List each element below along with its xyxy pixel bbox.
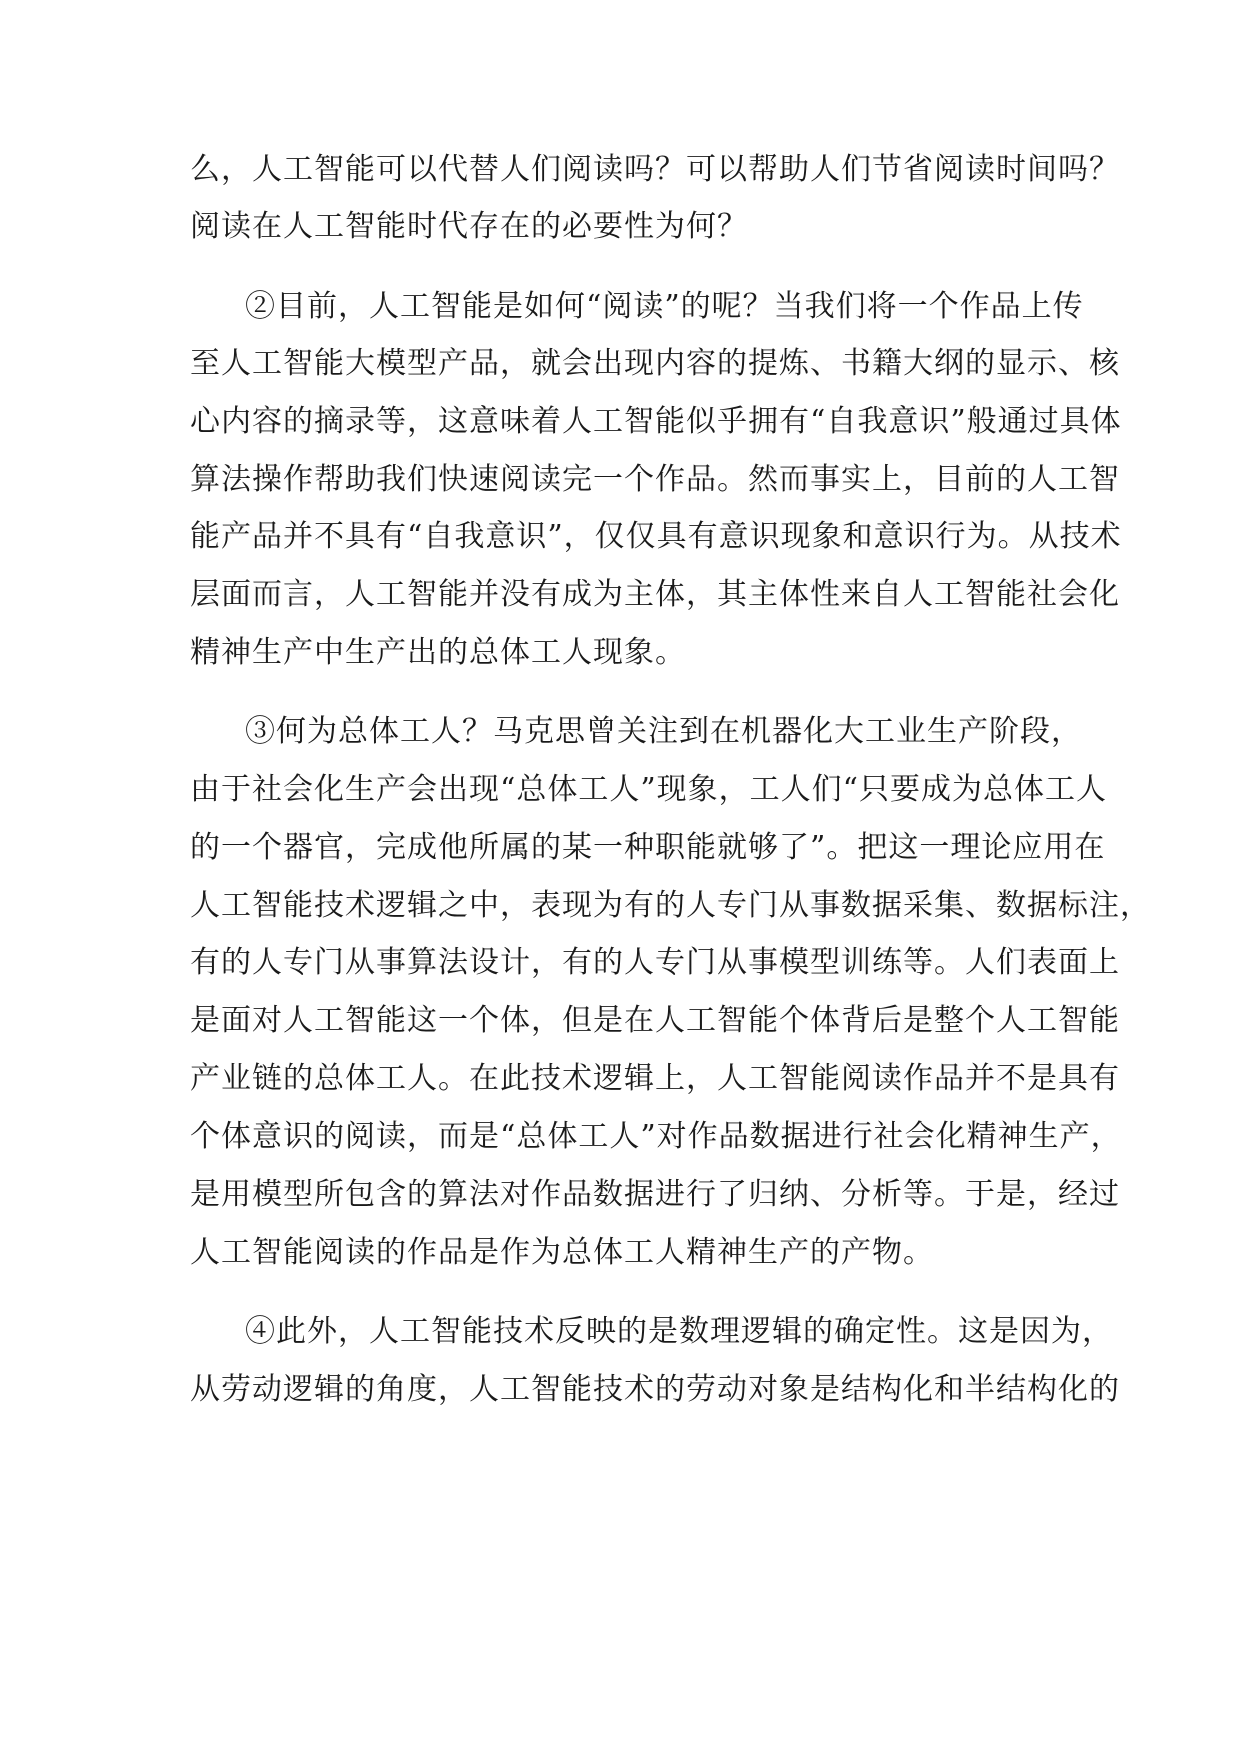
text-line: 精神生产中生产出的总体工人现象。	[190, 635, 686, 670]
text-line: 产业链的总体工人。在此技术逻辑上，人工智能阅读作品并不是具有	[190, 1061, 1120, 1096]
text-line: 心内容的摘录等，这意味着人工智能似乎拥有“自我意识”般通过具体	[190, 404, 1122, 439]
text-line: 么，人工智能可以代替人们阅读吗？可以帮助人们节省阅读时间吗？	[190, 152, 1120, 187]
text-line: 能产品并不具有“自我意识”，仅仅具有意识现象和意识行为。从技术	[190, 519, 1122, 554]
text-line: 人工智能技术逻辑之中，表现为有的人专门从事数据采集、数据标注，	[190, 888, 1151, 923]
text-line: ②目前，人工智能是如何“阅读”的呢？当我们将一个作品上传	[245, 289, 1084, 324]
text-line: 是用模型所包含的算法对作品数据进行了归纳、分析等。于是，经过	[190, 1177, 1120, 1212]
text-line: 个体意识的阅读，而是“总体工人”对作品数据进行社会化精神生产，	[190, 1119, 1122, 1154]
text-line: 层面而言，人工智能并没有成为主体，其主体性来自人工智能社会化	[190, 577, 1120, 612]
text-line: 至人工智能大模型产品，就会出现内容的提炼、书籍大纲的显示、核	[190, 346, 1120, 381]
text-line: 是面对人工智能这一个体，但是在人工智能个体背后是整个人工智能	[190, 1003, 1120, 1038]
text-line: 由于社会化生产会出现“总体工人”现象，工人们“只要成为总体工人	[190, 772, 1108, 807]
text-line: 阅读在人工智能时代存在的必要性为何？	[190, 209, 748, 244]
text-line: 算法操作帮助我们快速阅读完一个作品。然而事实上，目前的人工智	[190, 462, 1120, 497]
text-line: 人工智能阅读的作品是作为总体工人精神生产的产物。	[190, 1235, 934, 1270]
text-line: 的一个器官，完成他所属的某一种职能就够了”。把这一理论应用在	[190, 830, 1106, 865]
text-line: ③何为总体工人？马克思曾关注到在机器化大工业生产阶段，	[245, 714, 1082, 749]
text-line: 有的人专门从事算法设计，有的人专门从事模型训练等。人们表面上	[190, 945, 1120, 980]
text-line: ④此外，人工智能技术反映的是数理逻辑的确定性。这是因为，	[245, 1314, 1113, 1349]
text-line: 从劳动逻辑的角度，人工智能技术的劳动对象是结构化和半结构化的	[190, 1372, 1120, 1407]
